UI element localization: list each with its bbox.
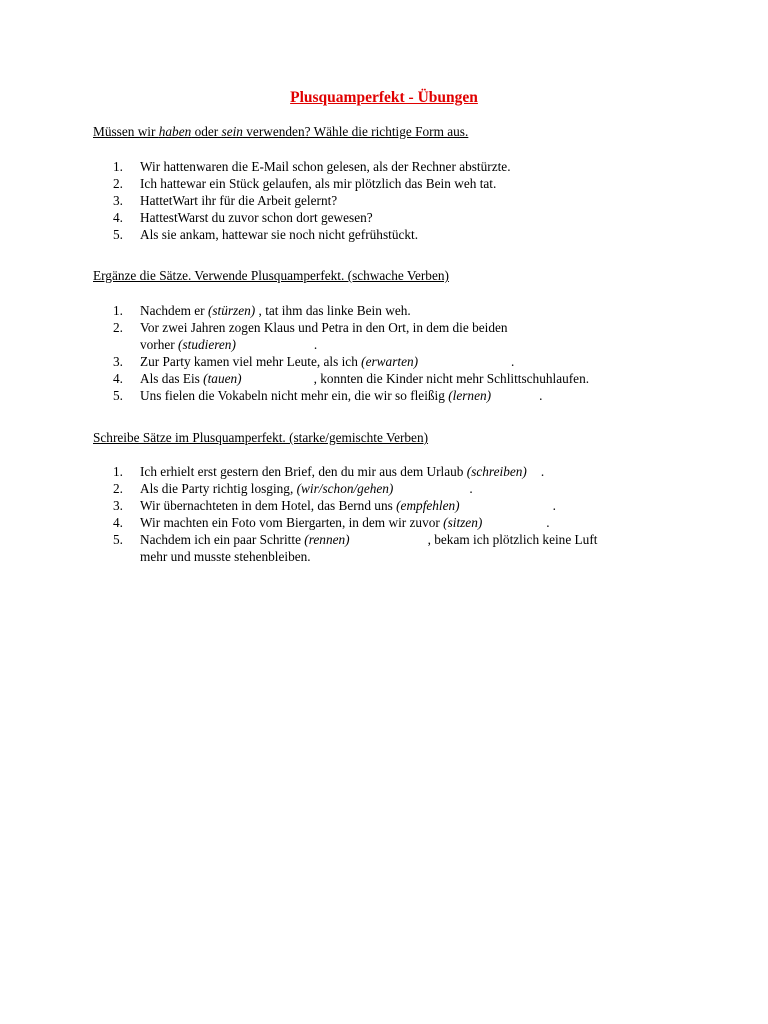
item-number: 4. — [113, 515, 123, 530]
heading-text: Müssen wir — [93, 124, 159, 139]
item-number: 1. — [113, 464, 123, 479]
list-item — [113, 514, 597, 531]
section2-heading: Ergänze die Sätze. Verwende Plusquamperfekt. (schwache Verben) — [93, 268, 449, 283]
item-number: 4. — [113, 371, 123, 386]
item-text: . — [552, 498, 556, 513]
item-number: 2. — [113, 481, 123, 496]
item-text: Wir hattenwaren die E-Mail schon gelesen, als der Rechner abstürzte. — [140, 159, 511, 174]
item-text: HattetWart ihr für die Arbeit gelernt? — [140, 193, 338, 208]
item-number: 5. — [113, 227, 123, 242]
item-text: Als die Party richtig losging, — [140, 481, 297, 496]
item-number: 3. — [113, 354, 123, 369]
item-text: HattestWarst du zuvor schon dort gewesen? — [140, 210, 373, 225]
item-text: Vor zwei Jahren zogen Klaus und Petra in den Ort, in dem die beiden — [140, 320, 508, 335]
list-item — [113, 192, 511, 209]
list-item — [113, 531, 597, 565]
item-text: Uns fielen die Vokabeln nicht mehr ein, die wir so fleißig — [140, 388, 449, 403]
item-number: 3. — [113, 193, 123, 208]
item-number: 4. — [113, 210, 123, 225]
item-text: . — [511, 354, 515, 369]
verb-hint: (tauen) — [203, 371, 242, 386]
list-item — [113, 370, 589, 387]
item-continuation: mehr und musste stehenbleiben. — [140, 549, 311, 564]
section2-list — [113, 302, 589, 404]
list-item — [113, 353, 589, 370]
list-item — [113, 158, 511, 175]
item-number: 1. — [113, 159, 123, 174]
list-item — [113, 387, 589, 404]
verb-hint: (schreiben) — [466, 464, 527, 479]
list-item — [113, 497, 597, 514]
item-number: 5. — [113, 532, 123, 547]
item-text: Nachdem er — [140, 303, 208, 318]
section1-heading — [93, 124, 468, 140]
verb-hint: (wir/schon/gehen) — [296, 481, 394, 496]
item-continuation — [140, 336, 589, 353]
item-text: . — [469, 481, 473, 496]
list-item — [113, 209, 511, 226]
heading-text: verwenden? Wähle die richtige Form aus. — [242, 124, 469, 139]
item-text: . — [546, 515, 550, 530]
heading-word-sein: sein — [221, 124, 243, 139]
item-text: Ich erhielt erst gestern den Brief, den du mir aus dem Urlaub — [140, 464, 467, 479]
heading-word-haben: haben — [158, 124, 192, 139]
verb-hint: (erwarten) — [361, 354, 419, 369]
section3-heading: Schreibe Sätze im Plusquamperfekt. (starke/gemischte Verben) — [93, 430, 429, 445]
item-text: Wir machten ein Foto vom Biergarten, in dem wir zuvor — [140, 515, 444, 530]
item-text: Ich hattewar ein Stück gelaufen, als mir plötzlich das Bein weh tat. — [140, 176, 497, 191]
item-text: . — [313, 337, 318, 352]
item-number: 1. — [113, 303, 123, 318]
item-number: 2. — [113, 176, 123, 191]
item-number: 2. — [113, 320, 123, 335]
list-item — [113, 226, 511, 243]
item-number: 5. — [113, 388, 123, 403]
list-item — [113, 175, 511, 192]
item-text: Nachdem ich ein paar Schritte — [140, 532, 305, 547]
verb-hint: (studieren) — [178, 337, 236, 352]
section3-list — [113, 463, 597, 565]
verb-hint: (rennen) — [304, 532, 350, 547]
section1-list — [113, 158, 511, 243]
item-text: , tat ihm das linke Bein weh. — [255, 303, 411, 318]
list-item — [113, 463, 597, 480]
item-text: , bekam ich plötzlich keine Luft — [427, 532, 598, 547]
verb-hint: (lernen) — [448, 388, 492, 403]
item-text: vorher — [140, 337, 179, 352]
list-item — [113, 480, 597, 497]
page-title: Plusquamperfekt - Übungen — [290, 89, 478, 106]
verb-hint: (empfehlen) — [396, 498, 460, 513]
list-item — [113, 302, 589, 319]
verb-hint: (sitzen) — [443, 515, 483, 530]
item-text: , konnten die Kinder nicht mehr Schlittschuhlaufen. — [313, 371, 590, 386]
item-text: . — [540, 464, 545, 479]
item-text: Als sie ankam, hattewar sie noch nicht gefrühstückt. — [140, 227, 419, 242]
verb-hint: (stürzen) — [207, 303, 256, 318]
item-text: Wir übernachteten in dem Hotel, das Bernd uns — [140, 498, 397, 513]
list-item — [113, 319, 589, 353]
item-text: Zur Party kamen viel mehr Leute, als ich — [140, 354, 362, 369]
item-number: 3. — [113, 498, 123, 513]
item-text: Als das Eis — [140, 371, 204, 386]
item-text: . — [539, 388, 543, 403]
heading-text: oder — [191, 124, 222, 139]
